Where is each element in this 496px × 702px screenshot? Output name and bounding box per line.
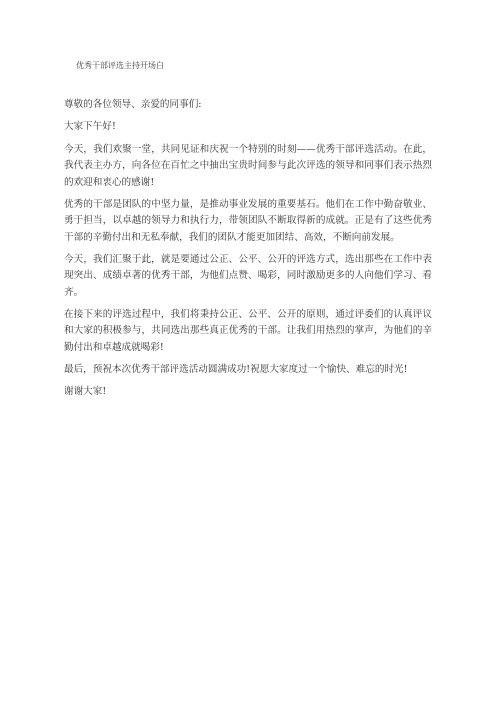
paragraph-wishes: 最后，预祝本次优秀干部评选活动圆满成功!祝愿大家度过一个愉快、难忘的时光! bbox=[64, 363, 408, 375]
document-body bbox=[64, 97, 432, 406]
greeting: 大家下午好! bbox=[64, 121, 116, 132]
salutation: 尊敬的各位领导、亲爱的同事们: bbox=[64, 99, 202, 110]
paragraph-purpose: 今天，我们汇聚于此，就是要通过公正、公平、公开的评选方式，选出那些在工作中表现突出、成绩卓著的优秀干部，为他们点赞、喝彩，同时激励更多的人向他们学习、看齐。 bbox=[64, 253, 432, 298]
paragraph-excellent-cadres: 优秀的干部是团队的中坚力量，是推动事业发展的重要基石。他们在工作中勤奋敬业、勇于担当，以卓越的领导力和执行力，带领团队不断取得新的成就。正是有了这些优秀干部的辛勤付出和无私奉献，我们的团队才能更加团结、高效，不断向前发展。 bbox=[64, 198, 432, 243]
document-title: 优秀干部评选主持开场白 bbox=[76, 61, 164, 70]
paragraph-opening: 今天，我们欢聚一堂，共同见证和庆祝一个特别的时刻——优秀干部评选活动。在此，我代表主办方，向各位在百忙之中抽出宝贵时间参与此次评选的领导和同事们表示热烈的欢迎和衷心的感谢! bbox=[64, 143, 432, 188]
paragraph-process: 在接下来的评选过程中，我们将秉持公正、公平、公开的原则，通过评委们的认真评议和大家的积极参与，共同选出那些真正优秀的干部。让我们用热烈的掌声，为他们的辛勤付出和卓越成就喝彩! bbox=[64, 308, 432, 353]
closing: 谢谢大家! bbox=[64, 385, 107, 397]
